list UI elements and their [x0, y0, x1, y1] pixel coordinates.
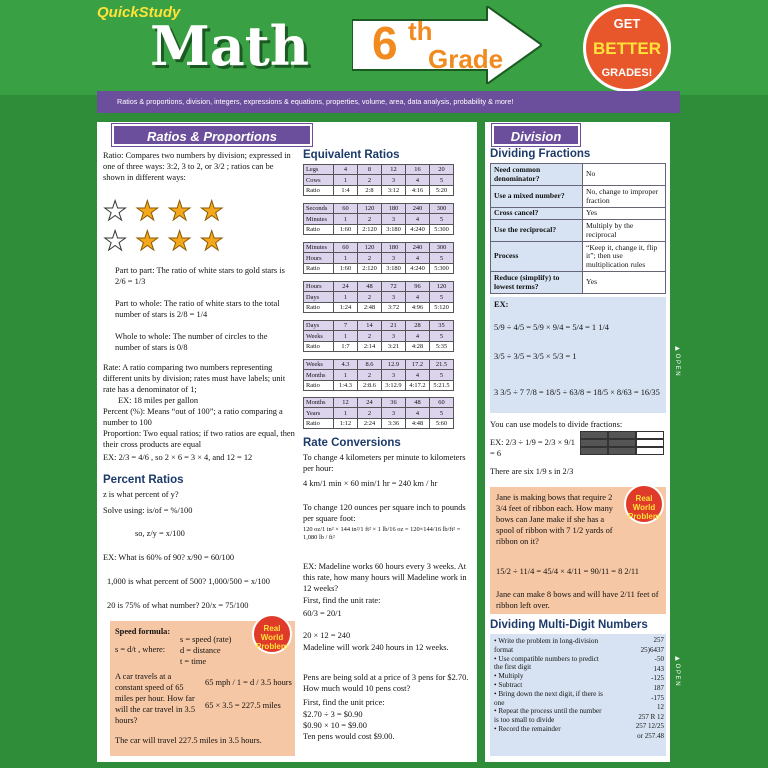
percent-ex-2: 1,000 is what percent of 500? 1,000/500 = x/100: [107, 577, 270, 586]
rate-example: EX: 18 miles per gallon: [118, 396, 199, 405]
dividing-fractions-heading: Dividing Fractions: [490, 148, 591, 160]
speed-work-2: 65 × 3.5 = 227.5 miles: [205, 701, 281, 710]
table-cell: 300: [430, 204, 454, 214]
table-cell: 1:24: [334, 302, 358, 312]
models-intro: You can use models to divide fractions:: [490, 420, 623, 429]
table-cell: 4: [406, 175, 430, 185]
long-division-line: 257 12/25: [635, 722, 664, 731]
rate-line-2: To change 120 ounces per square inch to pounds per square foot:: [303, 503, 466, 523]
table-row: [304, 204, 454, 214]
long-division-line: -50: [654, 655, 664, 664]
row-label: Seconds: [304, 204, 334, 214]
table-cell: 16: [406, 165, 430, 175]
long-division-line: 143: [653, 664, 664, 673]
table-row: [304, 370, 454, 380]
table-row: [304, 292, 454, 302]
rule-answer: No, change to improper fraction: [583, 186, 666, 208]
model-cell: [608, 447, 636, 455]
table-cell: 1: [334, 331, 358, 341]
grade-word: Grade: [428, 44, 504, 74]
table-cell: 120: [430, 282, 454, 292]
table-row: [304, 380, 454, 390]
table-cell: 1: [334, 253, 358, 263]
table-cell: 5:120: [430, 302, 454, 312]
table-cell: 1: [334, 214, 358, 224]
table-cell: 1:4.3: [334, 380, 358, 390]
proportion-example: EX: 2/3 = 4/6 , so 2 × 6 = 3 × 4, and 12 = 12: [103, 453, 253, 462]
table-cell: 4: [334, 165, 358, 175]
table-cell: 5: [430, 292, 454, 302]
table-cell: 3:12.9: [382, 380, 406, 390]
equivalent-ratio-table: [303, 164, 454, 196]
topics-banner: Ratios & proportions, division, integers, expressions & equations, properties, volume, area, data analysis, probability & more!: [97, 91, 680, 113]
table-cell: 1:60: [334, 224, 358, 234]
row-label: Minutes: [304, 243, 334, 253]
long-division-line: -125: [651, 674, 664, 683]
list-item: • Write the problem in long-division format: [494, 637, 608, 655]
table-cell: 48: [406, 398, 430, 408]
table-cell: 17.2: [406, 360, 430, 370]
list-item: • Repeat the process until the number is too small to divide: [494, 707, 608, 725]
table-cell: 21: [382, 321, 406, 331]
table-cell: 48: [358, 282, 382, 292]
table-row: [304, 253, 454, 263]
table-cell: 4:240: [406, 224, 430, 234]
gold-star-icon: ★: [135, 226, 160, 256]
speed-formula: s = d/t , where:: [115, 645, 166, 654]
table-cell: 3: [382, 175, 406, 185]
division-ex-3: 3 3/5 ÷ 7 7/8 = 18/5 ÷ 63/8 = 18/5 × 8/63 = 16/35: [494, 388, 660, 397]
row-label: Ratio: [304, 418, 334, 428]
table-cell: 3:72: [382, 302, 406, 312]
table-cell: 96: [406, 282, 430, 292]
long-division-line: 257 R 12: [638, 712, 664, 721]
table-cell: 2:8.6: [358, 380, 382, 390]
table-cell: 1:12: [334, 418, 358, 428]
long-division-line: -175: [651, 693, 664, 702]
table-row: [304, 282, 454, 292]
table-cell: 2:14: [358, 341, 382, 351]
table-cell: 4:240: [406, 263, 430, 273]
jane-work: 15/2 ÷ 11/4 = 45/4 × 4/11 = 90/11 = 8 2/11: [496, 567, 639, 576]
table-cell: 2: [358, 253, 382, 263]
table-cell: 1: [334, 292, 358, 302]
table-cell: 35: [430, 321, 454, 331]
table-cell: 5: [430, 214, 454, 224]
table-row: [491, 164, 666, 186]
speed-var-1: s = speed (rate): [180, 635, 232, 644]
real-world-badge: Real World Problem: [624, 484, 664, 524]
table-cell: 5: [430, 408, 454, 418]
rule-question: Use a mixed number?: [491, 186, 583, 208]
models-example: EX: 2/3 ÷ 1/9 = 2/3 × 9/1 = 6: [490, 438, 575, 458]
table-row: [304, 360, 454, 370]
table-row: [491, 186, 666, 208]
table-cell: 2: [358, 214, 382, 224]
table-row: [304, 408, 454, 418]
badge-line-3: GRADES!: [601, 67, 653, 79]
equivalent-ratio-table: [303, 281, 454, 313]
row-label: Hours: [304, 282, 334, 292]
jane-problem: Jane is making bows that require 2 3/4 feet of ribbon each. How many bows can Jane make if she has a spool of ribbon with 7 1/2 yards of ribbon on it?: [496, 493, 613, 546]
table-cell: 1:60: [334, 263, 358, 273]
row-label: Months: [304, 370, 334, 380]
rule-answer: Yes: [583, 272, 666, 294]
table-cell: 72: [382, 282, 406, 292]
rate-line-9: $2.70 ÷ 3 = $0.90: [303, 710, 363, 719]
equivalent-ratio-table: [303, 203, 454, 235]
percent-solve: Solve using: is/of = %/100: [103, 506, 193, 515]
table-cell: 240: [406, 204, 430, 214]
percent-ratios-heading: Percent Ratios: [103, 474, 184, 486]
table-cell: 4.3: [334, 360, 358, 370]
table-cell: 4:17.2: [406, 380, 430, 390]
table-cell: 2:48: [358, 302, 382, 312]
multi-digit-steps: [494, 637, 608, 734]
table-cell: 3:21: [382, 341, 406, 351]
table-cell: 5: [430, 253, 454, 263]
table-cell: 1:7: [334, 341, 358, 351]
table-cell: 180: [382, 243, 406, 253]
white-star-icon: ★: [103, 226, 128, 256]
speed-var-3: t = time: [180, 657, 207, 666]
gold-star-icon: ★: [167, 226, 192, 256]
row-label: Months: [304, 398, 334, 408]
long-division-line: 12: [657, 703, 664, 712]
percent-ex-3: 20 is 75% of what number? 20/x = 75/100: [107, 601, 249, 610]
equivalent-ratio-table: [303, 242, 454, 274]
table-cell: 14: [358, 321, 382, 331]
table-cell: 300: [430, 243, 454, 253]
table-row: [304, 243, 454, 253]
models-note: There are six 1/9 s in 2/3: [490, 467, 574, 476]
rate-line-10: $0.90 × 10 = $9.00: [303, 721, 367, 730]
table-cell: 4:16: [406, 185, 430, 195]
table-cell: 5:300: [430, 263, 454, 273]
table-cell: 28: [406, 321, 430, 331]
row-label: Ratio: [304, 341, 334, 351]
table-cell: 3: [382, 214, 406, 224]
badge-line-1: GET: [613, 16, 641, 31]
table-cell: 2:120: [358, 224, 382, 234]
table-cell: 5:20: [430, 185, 454, 195]
rate-line-7: Pens are being sold at a price of 3 pens for $2.70. How much would 10 pens cost?: [303, 673, 469, 693]
model-cell: [580, 447, 608, 455]
table-row: [491, 242, 666, 272]
table-cell: 5: [430, 370, 454, 380]
table-row: [304, 185, 454, 195]
rule-question: Reduce (simplify) to lowest terms?: [491, 272, 583, 294]
table-cell: 4: [406, 214, 430, 224]
speed-answer: The car will travel 227.5 miles in 3.5 hours.: [115, 736, 262, 745]
rule-question: Use the reciprocal?: [491, 220, 583, 242]
speed-label: Speed formula:: [115, 627, 171, 636]
better-grades-badge: [583, 4, 671, 92]
part-to-part: Part to part: The ratio of white stars to gold stars is 2/6 = 1/3: [115, 266, 285, 286]
table-cell: 3: [382, 292, 406, 302]
page-title: Math: [150, 14, 309, 78]
table-cell: 5:60: [430, 418, 454, 428]
table-row: [304, 175, 454, 185]
division-rules-table: [490, 163, 666, 294]
rule-question: Cross cancel?: [491, 208, 583, 220]
table-cell: 3:36: [382, 418, 406, 428]
table-cell: 1: [334, 370, 358, 380]
table-row: [491, 272, 666, 294]
row-label: Legs: [304, 165, 334, 175]
row-label: Minutes: [304, 214, 334, 224]
rate-line-11: Ten pens would cost $9.00.: [303, 732, 395, 741]
rule-question: Need common denominator?: [491, 164, 583, 186]
rate-line-8: First, find the unit price:: [303, 698, 385, 707]
table-cell: 8.6: [358, 360, 382, 370]
row-label: Ratio: [304, 302, 334, 312]
long-division-work: [612, 636, 664, 742]
long-division-line: 257: [653, 636, 664, 644]
table-cell: 4: [406, 370, 430, 380]
model-cell: [580, 431, 608, 439]
model-cell: [608, 431, 636, 439]
table-cell: 3:12: [382, 185, 406, 195]
division-ex-2: 3/5 ÷ 3/5 = 3/5 × 5/3 = 1: [494, 352, 577, 361]
table-cell: 5: [430, 331, 454, 341]
grade-number: 6: [372, 17, 398, 69]
rate-math-2: 120 oz/1 in² × 144 in²/1 ft² × 1 lb/16 oz = 120×144/16 lb/ft² = 1,080 lb / ft²: [303, 526, 461, 541]
table-cell: 2: [358, 408, 382, 418]
table-cell: 3:180: [382, 224, 406, 234]
equivalent-ratio-table: [303, 320, 454, 352]
table-cell: 2: [358, 175, 382, 185]
table-row: [304, 331, 454, 341]
table-cell: 5:300: [430, 224, 454, 234]
table-cell: 4: [406, 253, 430, 263]
table-cell: 12: [334, 398, 358, 408]
percent-line-1: z is what percent of y?: [103, 490, 179, 499]
gold-star-icon: ★: [167, 196, 192, 226]
table-row: [304, 341, 454, 351]
model-cell: [608, 439, 636, 447]
rate-conversions-heading: Rate Conversions: [303, 437, 401, 449]
brand-logo: QuickStudy: [97, 4, 181, 21]
jane-answer: Jane can make 8 bows and will have 2/11 feet of ribbon left over.: [496, 590, 659, 610]
table-row: [304, 321, 454, 331]
table-cell: 20: [430, 165, 454, 175]
speed-problem: A car travels at a constant speed of 65 miles per hour. How far will the car travel in 3.5 hours?: [115, 672, 196, 725]
model-cell: [636, 439, 664, 447]
division-ex-label: EX:: [494, 300, 509, 309]
division-heading: Division: [492, 124, 580, 146]
table-row: [304, 214, 454, 224]
stars-row-1: [103, 198, 224, 225]
table-cell: 60: [430, 398, 454, 408]
model-cell: [580, 439, 608, 447]
rate-line-4: First, find the unit rate:: [303, 596, 381, 605]
table-cell: 36: [382, 398, 406, 408]
speed-work-1: 65 mph / 1 = d / 3.5 hours: [205, 678, 292, 687]
table-cell: 5:35: [430, 341, 454, 351]
equivalent-ratio-table: [303, 397, 454, 429]
table-row: [491, 208, 666, 220]
list-item: • Multiply: [494, 672, 608, 681]
table-row: [304, 418, 454, 428]
fraction-model: [580, 431, 664, 455]
whole-to-whole: Whole to whole: The number of circles to the number of stars is 0/8: [115, 332, 268, 352]
table-cell: 2:120: [358, 263, 382, 273]
table-cell: 1: [334, 408, 358, 418]
open-tab-lower[interactable]: ▶ O P E N: [674, 655, 680, 686]
table-cell: 2:24: [358, 418, 382, 428]
table-cell: 3:180: [382, 263, 406, 273]
table-cell: 240: [406, 243, 430, 253]
rate-math-4: 60/3 = 20/1: [303, 609, 342, 618]
table-cell: 12: [382, 165, 406, 175]
row-label: Weeks: [304, 331, 334, 341]
table-cell: 8: [358, 165, 382, 175]
list-item: • Record the remainder: [494, 725, 608, 734]
rule-answer: Yes: [583, 208, 666, 220]
table-cell: 120: [358, 243, 382, 253]
model-cell: [636, 447, 664, 455]
row-label: Hours: [304, 253, 334, 263]
table-cell: 120: [358, 204, 382, 214]
table-row: [304, 165, 454, 175]
table-cell: 2: [358, 331, 382, 341]
table-cell: 4:96: [406, 302, 430, 312]
rate-math-1: 4 km/1 min × 60 min/1 hr = 240 km / hr: [303, 479, 438, 488]
row-label: Ratio: [304, 263, 334, 273]
table-cell: 3: [382, 253, 406, 263]
row-label: Days: [304, 321, 334, 331]
division-ex-1: 5/9 ÷ 4/5 = 5/9 × 9/4 = 5/4 = 1 1/4: [494, 323, 609, 332]
rate-line-3: EX: Madeline works 60 hours every 3 weeks. At this rate, how many hours will Madeline work in 12 weeks?: [303, 562, 467, 593]
table-cell: 4:48: [406, 418, 430, 428]
table-cell: 21.5: [430, 360, 454, 370]
table-cell: 24: [358, 398, 382, 408]
header: [0, 0, 768, 95]
rule-question: Process: [491, 242, 583, 272]
percent-definition: Percent (%): Means “out of 100”; a ratio comparing a number to 100: [103, 407, 283, 427]
equivalent-ratio-table: [303, 359, 454, 391]
table-cell: 60: [334, 204, 358, 214]
row-label: Weeks: [304, 360, 334, 370]
gold-star-icon: ★: [199, 226, 224, 256]
table-cell: 3: [382, 370, 406, 380]
model-cell: [636, 431, 664, 439]
row-label: Days: [304, 292, 334, 302]
row-label: Ratio: [304, 224, 334, 234]
gold-star-icon: ★: [135, 196, 160, 226]
table-cell: 5: [430, 175, 454, 185]
white-star-icon: ★: [103, 196, 128, 226]
speed-var-2: d = distance: [180, 646, 221, 655]
table-cell: 2: [358, 292, 382, 302]
real-world-badge: Real World Problem: [252, 614, 292, 654]
table-cell: 1:4: [334, 185, 358, 195]
rule-answer: No: [583, 164, 666, 186]
rate-line-1: To change 4 kilometers per minute to kilometers per hour:: [303, 453, 466, 473]
equivalent-ratios-heading: Equivalent Ratios: [303, 149, 400, 161]
table-cell: 24: [334, 282, 358, 292]
grade-suffix: th: [408, 16, 433, 46]
part-to-whole: Part to whole: The ratio of white stars to the total number of stars is 2/8 = 1/4: [115, 299, 280, 319]
rate-line-5: 20 × 12 = 240: [303, 631, 351, 640]
row-label: Ratio: [304, 185, 334, 195]
table-row: [304, 263, 454, 273]
table-row: [304, 302, 454, 312]
row-label: Years: [304, 408, 334, 418]
stars-row-2: [103, 228, 224, 255]
badge-line-2: BETTER: [593, 39, 661, 58]
table-cell: 4: [406, 408, 430, 418]
table-cell: 3: [382, 408, 406, 418]
table-cell: 2:8: [358, 185, 382, 195]
rule-answer: “Keep it, change it, flip it”; then use multiplication rules: [583, 242, 666, 272]
table-cell: 1: [334, 175, 358, 185]
table-cell: 5:21.5: [430, 380, 454, 390]
table-cell: 3: [382, 331, 406, 341]
rate-line-6: Madeline will work 240 hours in 12 weeks.: [303, 643, 449, 652]
long-division-line: 25)6437: [640, 645, 664, 654]
table-cell: 60: [334, 243, 358, 253]
multi-digit-heading: Dividing Multi-Digit Numbers: [490, 619, 648, 631]
rate-definition: Rate: A ratio comparing two numbers representing different units by division; rates must have labels; unit rate has a denominator of 1;: [103, 363, 286, 394]
ratio-intro: Ratio: Compares two numbers by division; expressed in one of three ways: 3:2, 3 to 2, or 3/2 ; ratios can be shown in different ways:: [103, 151, 291, 182]
table-row: [304, 398, 454, 408]
open-tab-upper[interactable]: ▶ O P E N: [674, 345, 680, 376]
list-item: • Subtract: [494, 681, 608, 690]
row-label: Ratio: [304, 380, 334, 390]
table-cell: 7: [334, 321, 358, 331]
table-row: [491, 220, 666, 242]
table-cell: 4:28: [406, 341, 430, 351]
table-cell: 4: [406, 331, 430, 341]
gold-star-icon: ★: [199, 196, 224, 226]
long-division-line: or 257.48: [637, 731, 664, 740]
percent-so: so, z/y = x/100: [135, 529, 185, 538]
table-cell: 180: [382, 204, 406, 214]
ratios-heading: Ratios & Proportions: [112, 124, 312, 146]
long-division-line: 187: [653, 683, 664, 692]
table-cell: 4: [406, 292, 430, 302]
rule-answer: Multiply by the reciprocal: [583, 220, 666, 242]
row-label: Cows: [304, 175, 334, 185]
table-row: [304, 224, 454, 234]
percent-ex-1: EX: What is 60% of 90? x/90 = 60/100: [103, 553, 235, 562]
table-cell: 2: [358, 370, 382, 380]
list-item: • Bring down the next digit, if there is one: [494, 690, 608, 708]
table-cell: 12.9: [382, 360, 406, 370]
list-item: • Use compatible numbers to predict the first digit: [494, 655, 608, 673]
proportion-definition: Proportion: Two equal ratios; if two ratios are equal, then their cross products are equal: [103, 429, 295, 449]
